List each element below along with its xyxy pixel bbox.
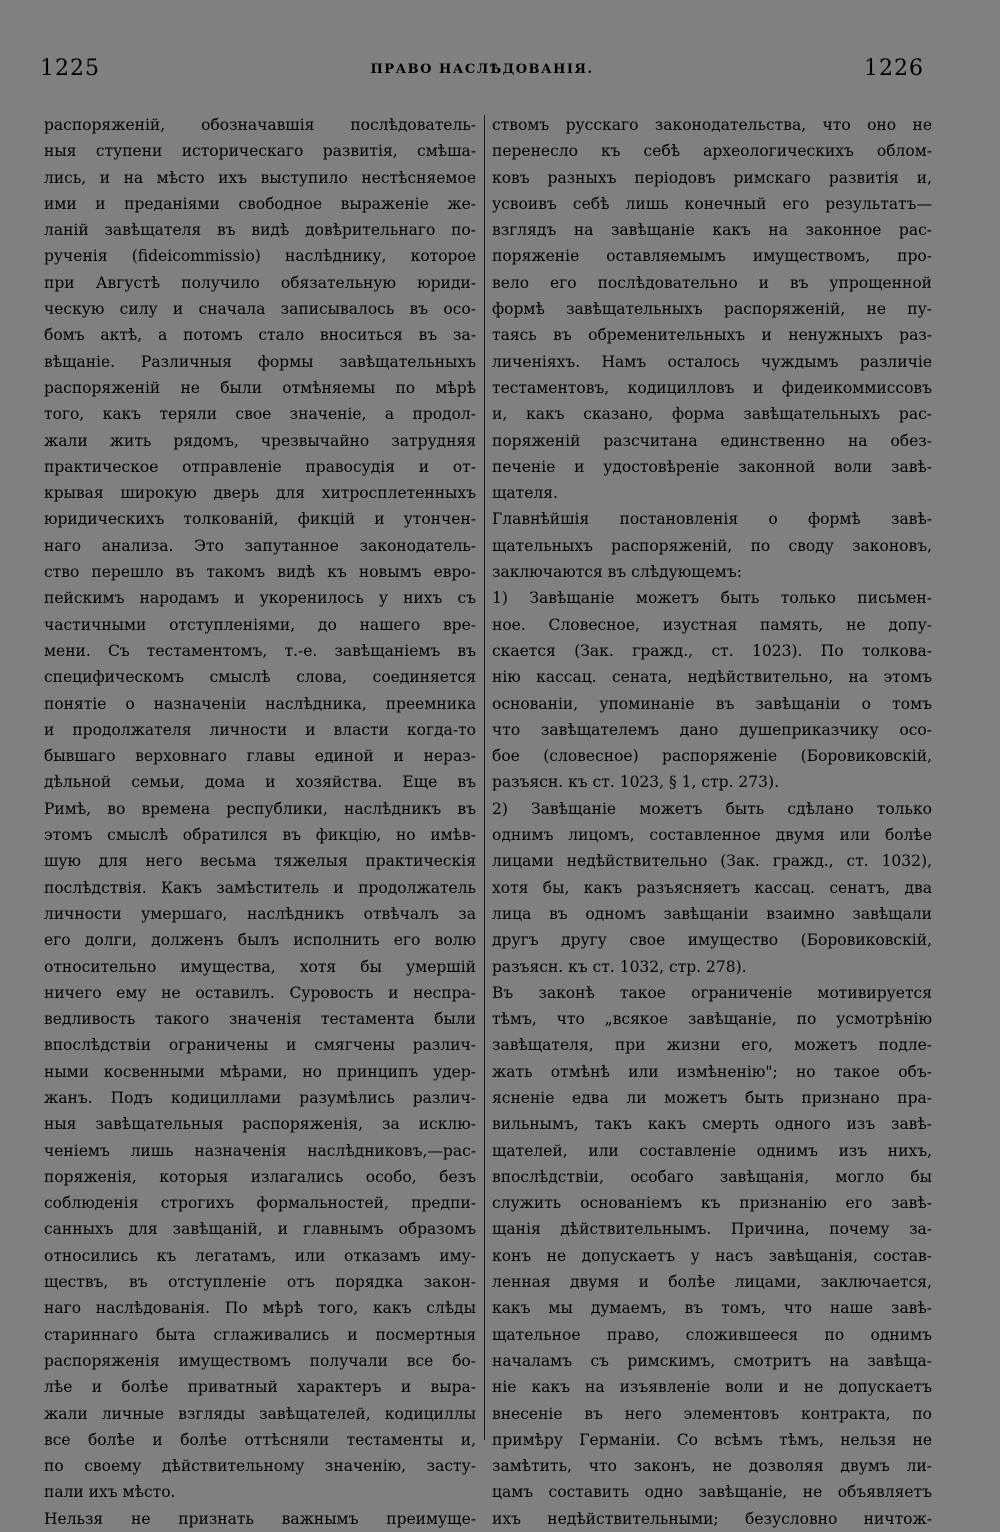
text-line: шую для него весьма тяжелыя практическія xyxy=(44,852,476,871)
text-line: щателя. xyxy=(492,484,558,503)
text-line: ченіемъ лишь назначенія наслѣдниковъ,—рас- xyxy=(44,1141,476,1160)
text-line: ленная двумя и болѣе лицами, заключается, xyxy=(492,1273,932,1292)
text-line: нію кассац. сената, недѣйствительно, на этомъ xyxy=(492,668,932,687)
text-line: санныхъ для завѣщаній, и главнымъ образомъ xyxy=(44,1220,476,1239)
text-line: рученія (fideicommissio) наслѣднику, которое xyxy=(44,247,476,266)
text-line: вильнымъ, такъ какъ смерть одного изъ завѣ- xyxy=(492,1115,932,1134)
text-line: поряженіе оставляемымъ имуществомъ, про- xyxy=(492,247,932,266)
text-line: мени. Съ тестаментомъ, т.-е. завѣщаніемъ въ xyxy=(44,641,476,660)
text-line: жали жить рядомъ, чрезвычайно затрудняя xyxy=(44,431,476,450)
text-line: пейскимъ народамъ и укоренилось у нихъ съ xyxy=(44,589,476,608)
text-line: практическое отправленіе правосудія и от- xyxy=(44,457,476,476)
text-line: ныя ступени историческаго развитія, смѣша- xyxy=(44,142,476,161)
text-line: поряженій разсчитана единственно на обез- xyxy=(492,431,932,450)
text-line: перенесло къ себѣ археологическихъ облом- xyxy=(492,142,932,161)
text-line: какъ мы думаемъ, въ томъ, что наше завѣ- xyxy=(492,1299,932,1318)
text-line: лѣе и болѣе приватный характеръ и выра- xyxy=(44,1378,476,1397)
text-line: ведливость такого значенія тестамента были xyxy=(44,1010,476,1029)
text-line: распоряженій не были отмѣняемы по мѣрѣ xyxy=(44,378,476,397)
text-line: ство перешло въ такомъ видѣ къ новымъ евро- xyxy=(44,563,476,582)
text-line: ное. Словесное, изустная память, не допу- xyxy=(492,615,932,634)
text-line: щательныхъ распоряженій, по своду законовъ, xyxy=(492,536,932,555)
text-line: ществъ, въ отступленіе отъ порядка закон- xyxy=(44,1273,476,1292)
text-line: внесеніе въ него элементовъ контракта, по xyxy=(492,1404,932,1423)
text-line: хотя бы, какъ разъясняетъ кассац. сенатъ, два xyxy=(492,878,932,897)
text-line: лица въ одномъ завѣщаніи взаимно завѣщали xyxy=(492,904,932,923)
left-column xyxy=(44,112,476,1532)
text-line: усвоивъ себѣ лишь конечный его результатъ— xyxy=(492,194,932,213)
text-line: ничего ему не оставилъ. Суровость и неспра- xyxy=(44,983,476,1002)
text-line: разъясн. къ ст. 1023, § 1, стр. 273). xyxy=(492,773,779,792)
text-line: личности умершаго, наслѣдникъ отвѣчалъ за xyxy=(44,904,476,923)
text-line: что завѣщателемъ дано душеприказчику осо- xyxy=(492,720,932,739)
text-line: все болѣе и болѣе оттѣсняли тестаменты и, xyxy=(44,1430,476,1449)
text-line: примѣру Германіи. Со всѣмъ тѣмъ, нельзя не xyxy=(492,1430,932,1449)
text-line: личеніяхъ. Намъ осталось чуждымъ различіе xyxy=(492,352,932,371)
text-line: ніе какъ на изъявленіе воли и не допускаетъ xyxy=(492,1378,932,1397)
text-line: распоряженій, обозначавшія послѣдователь- xyxy=(44,116,476,134)
text-line: и, какъ сказано, форма завѣщательныхъ рас- xyxy=(492,405,932,424)
text-line: лицами недѣйствительно (Зак. гражд., ст. 1032), xyxy=(492,852,932,871)
text-line: наго анализа. Это запутанное законодатель- xyxy=(44,536,476,555)
text-line: поряженія, которыя излагались особо, безъ xyxy=(44,1167,476,1186)
text-line: и продолжателя личности и власти когда-то xyxy=(44,720,476,739)
text-line: частичными отступленіями, до нашего вре- xyxy=(44,615,476,634)
text-line: по своему дѣйствительному значенію, засту- xyxy=(44,1457,476,1476)
text-line: разъясн. къ ст. 1032, стр. 278). xyxy=(492,957,747,976)
text-line: щательное право, сложившееся по однимъ xyxy=(492,1325,932,1344)
text-line: замѣтить, что законъ, не дозволяя двумъ ли- xyxy=(492,1457,932,1476)
text-line: взглядъ на завѣщаніе какъ на законное рас- xyxy=(492,221,932,240)
text-line: конъ не допускаетъ у насъ завѣщанія, состав- xyxy=(492,1246,932,1265)
page-header xyxy=(40,56,924,88)
text-line: Въ законѣ такое ограниченіе мотивируется xyxy=(492,983,932,1002)
text-line: впослѣдствіи, особаго завѣщанія, могло бы xyxy=(492,1167,932,1186)
text-line: вело его послѣдовательно и въ упрощенной xyxy=(492,273,932,292)
text-line: ковъ разныхъ періодовъ римскаго развитія и, xyxy=(492,168,932,187)
text-line: соблюденія строгихъ формальностей, предпи- xyxy=(44,1194,476,1213)
text-line: однимъ лицомъ, составленное двумя или болѣе xyxy=(492,826,932,845)
text-line: щанія дѣйствительнымъ. Причина, почему за- xyxy=(492,1220,932,1239)
right-column xyxy=(492,112,932,1532)
text-line: его долги, долженъ былъ исполнить его волю xyxy=(44,931,476,950)
text-line: печеніе и удостовѣреніе законной воли завѣ- xyxy=(492,457,932,476)
text-line: началамъ съ римскимъ, смотритъ на завѣща- xyxy=(492,1351,932,1370)
text-line: формѣ завѣщательныхъ распоряженій, не пу- xyxy=(492,300,932,319)
text-line: при Августѣ получило обязательную юриди- xyxy=(44,273,476,292)
text-line: 2) Завѣщаніе можетъ быть сдѣлано только xyxy=(492,799,932,818)
text-line: лись, и на мѣсто ихъ выступило нестѣсняемое xyxy=(44,168,476,187)
text-line: ясненіе едва ли можетъ быть признано пра- xyxy=(492,1088,932,1107)
text-line: того, какъ теряли свое значеніе, а продол- xyxy=(44,405,476,424)
text-line: бомъ актѣ, а потомъ стало вноситься въ за- xyxy=(44,326,476,345)
text-line: тестаментовъ, кодицилловъ и фидеикоммиссовъ xyxy=(492,378,932,397)
text-line: 1) Завѣщаніе можетъ быть только письмен- xyxy=(492,589,932,608)
text-line: крывая широкую дверь для хитросплетенныхъ xyxy=(44,484,476,503)
text-line: дѣльной семьи, дома и хозяйства. Еще въ xyxy=(44,773,476,792)
text-line: жали личные взгляды завѣщателей, кодициллы xyxy=(44,1404,476,1423)
text-line: цамъ составить одно завѣщаніе, не объявляетъ xyxy=(492,1483,932,1502)
running-title: ПРАВО НАСЛѢДОВАНІЯ. xyxy=(370,62,594,77)
text-line: ныя завѣщательныя распоряженія, за исклю- xyxy=(44,1115,476,1134)
text-line: пали ихъ мѣсто. xyxy=(44,1483,176,1502)
text-line: стариннаго быта сглаживались и посмертныя xyxy=(44,1325,476,1344)
text-line: скается (Зак. гражд., ст. 1023). По толкова- xyxy=(492,641,932,660)
text-line: распоряженія имуществомъ получали все бо- xyxy=(44,1351,476,1370)
text-line: Нельзя не признать важнымъ преимуще- xyxy=(44,1509,476,1528)
column-divider xyxy=(484,115,485,1440)
text-line: жанъ. Подъ кодициллами разумѣлись различ- xyxy=(44,1088,476,1107)
text-line: впослѣдствіи ограничены и смягчены различ- xyxy=(44,1036,476,1055)
text-line: ланій завѣщателя въ видѣ довѣрительнаго по- xyxy=(44,221,476,240)
text-line: Римѣ, во времена республики, наслѣдникъ въ xyxy=(44,799,476,818)
text-line: бывшаго верховнаго главы единой и нераз- xyxy=(44,747,476,766)
text-line: служить основаніемъ къ признанію его завѣ- xyxy=(492,1194,932,1213)
page-number-left: 1225 xyxy=(40,56,100,81)
text-line: вѣщаніе. Различныя формы завѣщательныхъ xyxy=(44,352,476,371)
text-line: относились къ легатамъ, или отказамъ иму- xyxy=(44,1246,476,1265)
text-line: другъ другу свое имущество (Боровиковскій, xyxy=(492,931,932,950)
text-line: Главнѣйшія постановленія о формѣ завѣ- xyxy=(492,510,932,529)
page-number-right: 1226 xyxy=(864,56,924,81)
text-line: бое (словесное) распоряженіе (Боровиковскій, xyxy=(492,747,932,766)
text-line: ствомъ русскаго законодательства, что оно не xyxy=(492,116,932,134)
text-line: этомъ смыслѣ обратился въ фикцію, но имѣв- xyxy=(44,826,476,845)
text-line: наго наслѣдованія. По мѣрѣ того, какъ слѣды xyxy=(44,1299,476,1318)
text-line: щателей, или составленіе однимъ изъ нихъ, xyxy=(492,1141,932,1160)
text-line: понятіе о назначеніи наслѣдника, преемника xyxy=(44,694,476,713)
text-line: послѣдствія. Какъ замѣститель и продолжатель xyxy=(44,878,476,897)
text-line: заключаются въ слѣдующемъ: xyxy=(492,563,742,582)
text-line: тѣмъ, что „всякое завѣщаніе, по усмотрѣнію xyxy=(492,1010,932,1029)
text-line: основаніи, упоминаніе въ завѣщаніи о томъ xyxy=(492,694,932,713)
text-line: таясь въ обременительныхъ и ненужныхъ раз- xyxy=(492,326,932,345)
text-line: ческую силу и сначала записывалось въ осо- xyxy=(44,300,476,319)
text-line: завѣщателя, при жизни его, можетъ подле- xyxy=(492,1036,932,1055)
text-line: специфическомъ смыслѣ слова, соединяется xyxy=(44,668,476,687)
text-line: ными косвенными мѣрами, но принципъ удер- xyxy=(44,1062,476,1081)
text-line: жать отмѣнѣ или измѣненію"; но такое объ- xyxy=(492,1062,932,1081)
text-line: относительно имущества, хотя бы умершій xyxy=(44,957,476,976)
text-line: юридическихъ толкованій, фикцій и утончен- xyxy=(44,510,476,529)
text-line: ихъ недѣйствительными; безусловно ничтож- xyxy=(492,1509,932,1528)
text-line: ими и преданіями свободное выраженіе же- xyxy=(44,194,476,213)
